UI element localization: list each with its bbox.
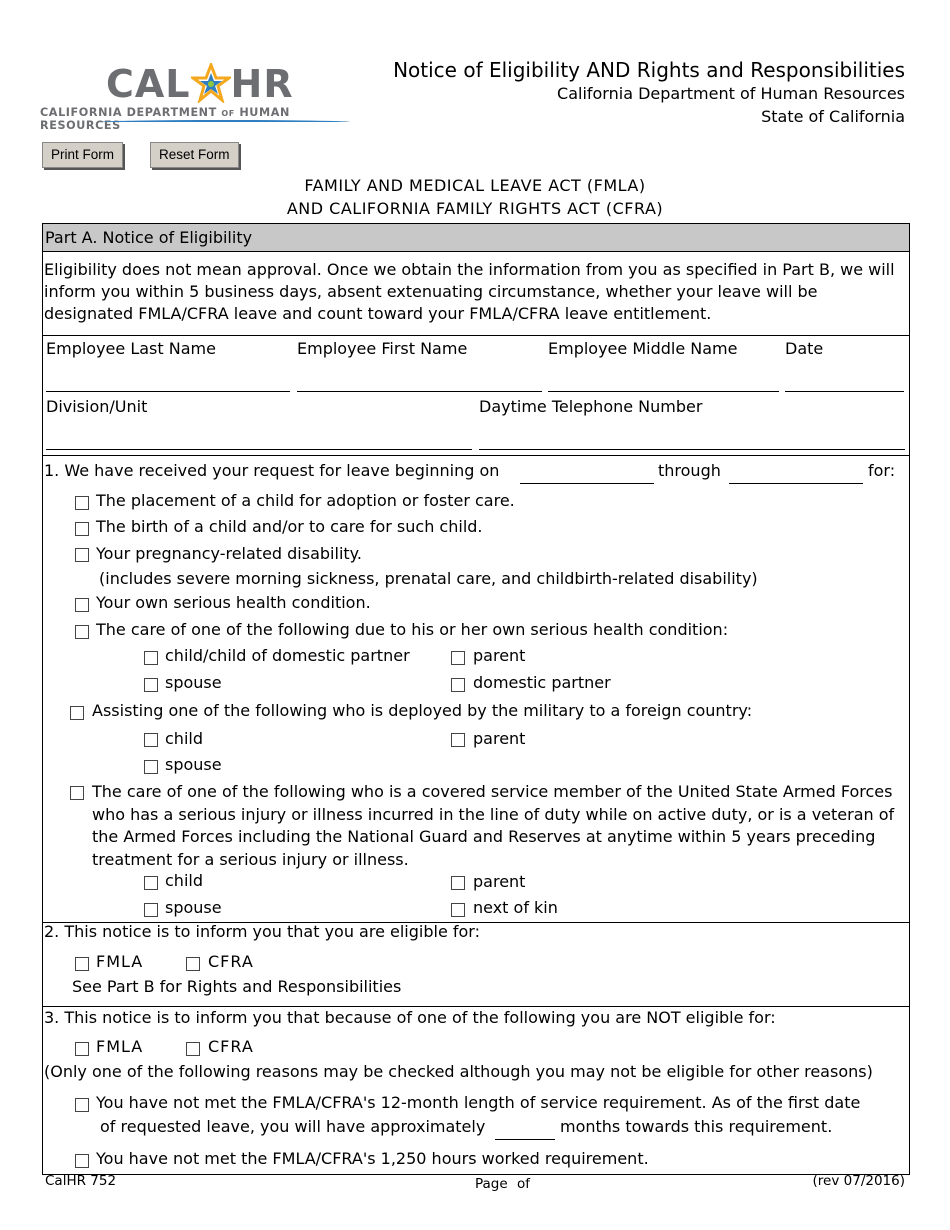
phone-label: Daytime Telephone Number <box>479 397 703 416</box>
divider <box>42 251 910 252</box>
revision-label: (rev 07/2016) <box>812 1173 905 1189</box>
hours-worked-checkbox[interactable] <box>75 1154 89 1168</box>
logo-text-hr: HR <box>230 62 294 106</box>
adoption-label: The placement of a child for adoption or foster care. <box>96 491 515 510</box>
part-a-header: Part A. Notice of Eligibility <box>43 224 909 251</box>
service-member-label: The care of one of the following who is a covered service member of the United State Armed Forces who has a serious injury or illness incurred in the line of duty while on active duty, or is a veteran of the Armed Forces including the National Guard and Reserves at anytime within 5 years preceding treatment for a serious injury or illness. <box>92 782 895 869</box>
phone-field[interactable] <box>479 449 905 450</box>
care-parent-checkbox[interactable] <box>451 651 465 665</box>
care-checkbox[interactable] <box>75 625 89 639</box>
svc-parent-checkbox[interactable] <box>451 876 465 890</box>
svc-kin-label: next of kin <box>473 898 558 917</box>
leave-start-field[interactable] <box>520 483 654 484</box>
svc-child-checkbox[interactable] <box>144 876 158 890</box>
own-health-checkbox[interactable] <box>75 598 89 612</box>
pregnancy-note: (includes severe morning sickness, prenatal care, and childbirth-related disability) <box>99 569 758 588</box>
divider <box>42 455 910 456</box>
not-eligible-fmla-label: FMLA <box>96 1037 144 1056</box>
svc-kin-checkbox[interactable] <box>451 903 465 917</box>
hours-worked-label: You have not met the FMLA/CFRA's 1,250 hours worked requirement. <box>96 1149 649 1168</box>
birth-checkbox[interactable] <box>75 522 89 536</box>
section2-lead: 2. This notice is to inform you that you are eligible for: <box>44 922 480 941</box>
state-name: State of California <box>761 107 905 126</box>
care-parent-label: parent <box>473 646 526 665</box>
mil-child-checkbox[interactable] <box>144 733 158 747</box>
last-name-label: Employee Last Name <box>46 339 216 358</box>
print-form-button[interactable]: Print Form <box>42 142 123 168</box>
page-of-label: of <box>517 1176 531 1192</box>
date-field[interactable] <box>785 391 904 392</box>
logo-swoosh <box>100 120 350 124</box>
not-eligible-cfra-label: CFRA <box>208 1037 254 1056</box>
middle-name-field[interactable] <box>548 391 779 392</box>
care-child-checkbox[interactable] <box>144 651 158 665</box>
mil-spouse-label: spouse <box>165 755 222 774</box>
divider <box>42 335 910 336</box>
military-label: Assisting one of the following who is deployed by the military to a foreign country: <box>92 701 753 720</box>
adoption-checkbox[interactable] <box>75 496 89 510</box>
care-spouse-checkbox[interactable] <box>144 678 158 692</box>
length-of-service-line2b: months towards this requirement. <box>560 1117 833 1136</box>
form-id: CalHR 752 <box>45 1173 117 1189</box>
svc-spouse-checkbox[interactable] <box>144 903 158 917</box>
length-of-service-checkbox[interactable] <box>75 1098 89 1112</box>
pregnancy-checkbox[interactable] <box>75 548 89 562</box>
mil-parent-checkbox[interactable] <box>451 733 465 747</box>
leave-end-field[interactable] <box>729 483 863 484</box>
first-name-label: Employee First Name <box>297 339 468 358</box>
divider <box>42 1006 910 1007</box>
first-name-field[interactable] <box>297 391 542 392</box>
mil-parent-label: parent <box>473 729 526 748</box>
service-member-checkbox[interactable] <box>70 786 84 800</box>
care-label: The care of one of the following due to his or her own serious health condition: <box>96 620 729 639</box>
months-field[interactable] <box>495 1139 555 1140</box>
reset-form-button[interactable]: Reset Form <box>150 142 239 168</box>
for-label: for: <box>868 461 896 480</box>
care-partner-checkbox[interactable] <box>451 678 465 692</box>
svc-spouse-label: spouse <box>165 898 222 917</box>
calhr-logo <box>40 54 356 133</box>
through-label: through <box>658 461 721 480</box>
page-label: Page <box>475 1176 508 1192</box>
date-label: Date <box>785 339 824 358</box>
section3-note: (Only one of the following reasons may be checked although you may not be eligible for other reasons) <box>44 1062 873 1081</box>
length-of-service-line2a: of requested leave, you will have approximately <box>100 1117 486 1136</box>
middle-name-label: Employee Middle Name <box>548 339 738 358</box>
pregnancy-label: Your pregnancy-related disability. <box>96 544 362 563</box>
care-spouse-label: spouse <box>165 673 222 692</box>
star-icon <box>191 62 231 108</box>
form-frame <box>42 223 910 1175</box>
length-of-service-label: You have not met the FMLA/CFRA's 12-month length of service requirement. As of the first date <box>96 1093 861 1112</box>
eligible-fmla-label: FMLA <box>96 952 144 971</box>
section3-lead: 3. This notice is to inform you that because of one of the following you are NOT eligible for: <box>44 1008 776 1027</box>
eligible-cfra-checkbox[interactable] <box>186 957 200 971</box>
care-child-label: child/child of domestic partner <box>165 646 410 665</box>
birth-label: The birth of a child and/or to care for such child. <box>96 517 483 536</box>
section1-lead: 1. We have received your request for leave beginning on <box>44 461 500 480</box>
not-eligible-fmla-checkbox[interactable] <box>75 1042 89 1056</box>
division-label: Division/Unit <box>46 397 148 416</box>
division-field[interactable] <box>46 449 472 450</box>
eligibility-intro: Eligibility does not mean approval. Once we obtain the information from you as specified in Part B, we will inform you within 5 business days, absent extenuating circumstance, whether your leave will be designated FMLA/CFRA leave and count toward your FMLA/CFRA leave entitlement. <box>44 260 895 323</box>
section2-note: See Part B for Rights and Responsibilities <box>72 977 402 996</box>
act-title-line1: FAMILY AND MEDICAL LEAVE ACT (FMLA) <box>304 176 646 195</box>
eligible-fmla-checkbox[interactable] <box>75 957 89 971</box>
mil-spouse-checkbox[interactable] <box>144 760 158 774</box>
act-title-line2: AND CALIFORNIA FAMILY RIGHTS ACT (CFRA) <box>286 199 664 218</box>
svc-parent-label: parent <box>473 872 526 891</box>
last-name-field[interactable] <box>46 391 290 392</box>
svc-child-label: child <box>165 871 203 890</box>
not-eligible-cfra-checkbox[interactable] <box>186 1042 200 1056</box>
mil-child-label: child <box>165 729 203 748</box>
department-name: California Department of Human Resources <box>557 84 905 103</box>
care-partner-label: domestic partner <box>473 673 611 692</box>
own-health-label: Your own serious health condition. <box>96 593 371 612</box>
military-checkbox[interactable] <box>70 706 84 720</box>
logo-subtitle: CALIFORNIA DEPARTMENT OF HUMAN RESOURCES <box>40 106 290 133</box>
logo-text-cal: CAL <box>106 62 191 106</box>
eligible-cfra-label: CFRA <box>208 952 254 971</box>
document-title: Notice of Eligibility AND Rights and Responsibilities <box>393 58 905 82</box>
